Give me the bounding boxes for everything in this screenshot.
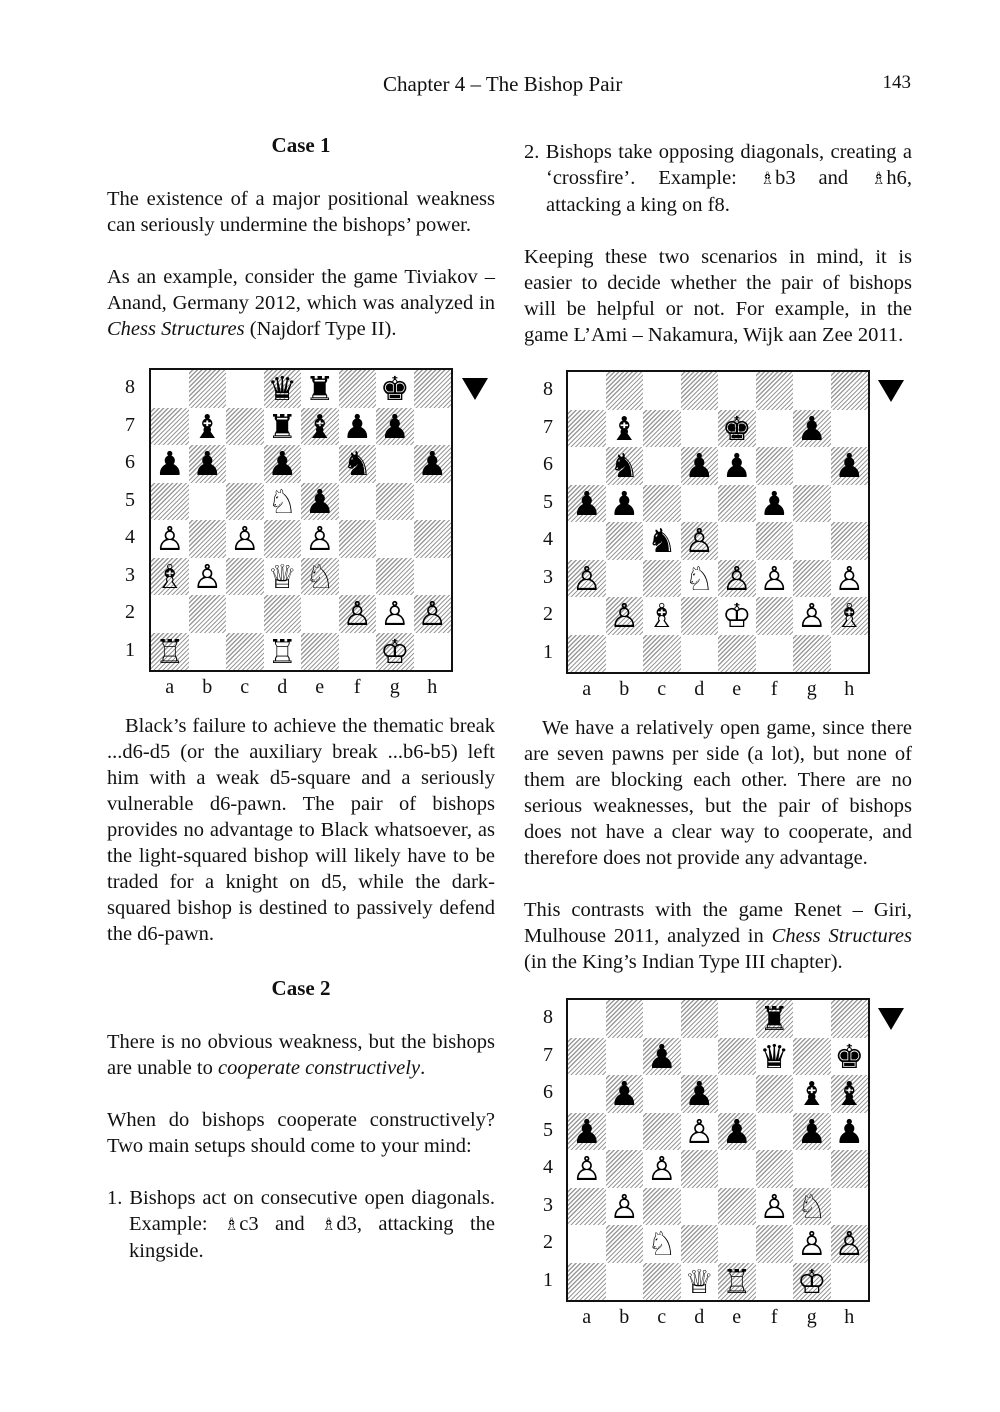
square-a8 xyxy=(568,372,606,410)
square-c5 xyxy=(643,485,681,523)
chess-piece-icon: ♟ xyxy=(684,446,715,485)
square-d7 xyxy=(681,1038,719,1076)
running-head xyxy=(0,72,1000,102)
square-a5 xyxy=(151,483,189,521)
chess-piece-icon: ♜ xyxy=(304,369,335,408)
chess-piece-icon: ♟ xyxy=(192,444,223,483)
chess-piece-icon: ♟ xyxy=(342,406,373,446)
left-column xyxy=(107,132,495,342)
chess-piece-icon: ♟ xyxy=(721,446,752,485)
square-e1 xyxy=(301,633,339,671)
rank-label: 6 xyxy=(125,451,135,473)
square-g6 xyxy=(793,447,831,485)
square-a2 xyxy=(568,597,606,635)
chess-piece-icon: ♙ xyxy=(417,594,448,633)
square-h8 xyxy=(831,1000,869,1038)
square-e1 xyxy=(718,635,756,673)
chess-piece-icon: ♙ xyxy=(304,519,335,558)
square-a6 xyxy=(568,1075,606,1113)
file-label: b xyxy=(202,676,213,698)
rank-label: 3 xyxy=(543,1193,553,1216)
rank-label: 1 xyxy=(125,638,135,661)
square-e6 xyxy=(301,445,339,483)
square-a1 xyxy=(568,1263,606,1301)
chess-piece-icon: ♙ xyxy=(646,1149,677,1188)
chess-piece-icon: ♚ xyxy=(379,369,410,408)
file-label: h xyxy=(844,678,855,700)
square-f4 xyxy=(756,522,794,560)
square-c8 xyxy=(643,1000,681,1038)
square-h4 xyxy=(831,1150,869,1188)
square-f1 xyxy=(756,1263,794,1301)
square-c6 xyxy=(226,445,264,483)
square-b5 xyxy=(606,1113,644,1151)
square-h8 xyxy=(414,370,452,408)
chess-piece-icon: ♟ xyxy=(834,1111,865,1151)
file-label: g xyxy=(806,678,817,700)
square-b1 xyxy=(189,633,227,671)
chess-piece-icon: ♟ xyxy=(609,483,640,523)
chess-piece-icon: ♙ xyxy=(759,1186,790,1226)
chess-piece-icon: ♞ xyxy=(342,444,373,483)
square-b7 xyxy=(606,1038,644,1076)
chess-piece-icon: ♝ xyxy=(192,406,223,446)
square-h5 xyxy=(414,483,452,521)
chess-piece-icon: ♜ xyxy=(267,406,298,446)
file-label: e xyxy=(732,678,742,700)
chess-piece-icon: ♕ xyxy=(267,556,298,596)
square-b8 xyxy=(606,372,644,410)
chess-piece-icon: ♙ xyxy=(342,594,373,633)
square-c3 xyxy=(643,560,681,598)
square-h1 xyxy=(831,635,869,673)
square-a2 xyxy=(151,595,189,633)
rank-label: 7 xyxy=(125,413,135,436)
chess-piece-icon: ♘ xyxy=(684,558,715,598)
chess-piece-icon: ♙ xyxy=(154,519,185,558)
chess-board xyxy=(566,370,870,674)
square-f1 xyxy=(339,633,377,671)
square-a1 xyxy=(568,635,606,673)
rank-label: 5 xyxy=(543,490,553,513)
chess-piece-icon: ♟ xyxy=(759,483,790,523)
bishop-figurine-icon: ♗ xyxy=(321,1215,337,1235)
chess-piece-icon: ♙ xyxy=(571,558,602,598)
square-b1 xyxy=(606,1263,644,1301)
square-d1 xyxy=(681,635,719,673)
square-h8 xyxy=(831,372,869,410)
square-e8 xyxy=(718,372,756,410)
square-b4 xyxy=(189,520,227,558)
page-number: 143 xyxy=(882,72,911,93)
rank-label: 7 xyxy=(543,415,553,438)
rank-label: 2 xyxy=(125,601,135,623)
square-f8 xyxy=(339,370,377,408)
file-label: f xyxy=(770,1306,778,1328)
file-label: e xyxy=(315,676,325,698)
chess-piece-icon: ♔ xyxy=(721,596,752,635)
chess-board xyxy=(566,998,870,1302)
chess-piece-icon: ♟ xyxy=(267,444,298,483)
chess-piece-icon: ♙ xyxy=(834,1224,865,1263)
square-e7 xyxy=(718,1038,756,1076)
left-column-lower xyxy=(107,713,495,1264)
square-a8 xyxy=(151,370,189,408)
chess-piece-icon: ♗ xyxy=(154,556,185,596)
square-a2 xyxy=(568,1225,606,1263)
square-c6 xyxy=(643,447,681,485)
right-column xyxy=(524,139,912,348)
square-f4 xyxy=(339,520,377,558)
square-e4 xyxy=(718,1150,756,1188)
square-c1 xyxy=(226,633,264,671)
square-b4 xyxy=(606,522,644,560)
square-d3 xyxy=(681,1188,719,1226)
rank-label: 5 xyxy=(543,1118,553,1141)
square-f7 xyxy=(756,410,794,448)
chess-piece-icon: ♟ xyxy=(609,1074,640,1113)
square-c5 xyxy=(643,1113,681,1151)
square-e3 xyxy=(718,1188,756,1226)
square-c7 xyxy=(226,408,264,446)
chess-piece-icon: ♟ xyxy=(834,446,865,485)
square-e2 xyxy=(301,595,339,633)
square-g1 xyxy=(793,635,831,673)
chess-piece-icon: ♔ xyxy=(796,1261,827,1301)
square-d4 xyxy=(681,1150,719,1188)
square-c3 xyxy=(643,1188,681,1226)
square-b2 xyxy=(189,595,227,633)
chess-piece-icon: ♛ xyxy=(759,1036,790,1076)
chess-board xyxy=(149,368,453,672)
chess-piece-icon: ♖ xyxy=(154,631,185,671)
square-b3 xyxy=(606,560,644,598)
chess-piece-icon: ♘ xyxy=(267,481,298,521)
square-f1 xyxy=(756,635,794,673)
chess-piece-icon: ♙ xyxy=(229,519,260,558)
square-b8 xyxy=(189,370,227,408)
rank-label: 6 xyxy=(543,1081,553,1103)
square-b4 xyxy=(606,1150,644,1188)
file-label: a xyxy=(582,678,592,700)
square-h4 xyxy=(414,520,452,558)
rank-label: 7 xyxy=(543,1043,553,1066)
rank-label: 5 xyxy=(125,488,135,511)
square-d8 xyxy=(681,372,719,410)
square-e2 xyxy=(718,1225,756,1263)
square-h4 xyxy=(831,522,869,560)
square-g4 xyxy=(376,520,414,558)
file-label: a xyxy=(165,676,175,698)
square-g7 xyxy=(793,1038,831,1076)
chess-piece-icon: ♝ xyxy=(609,408,640,448)
square-c2 xyxy=(226,595,264,633)
square-f3 xyxy=(339,558,377,596)
file-label: e xyxy=(732,1306,742,1328)
square-g3 xyxy=(376,558,414,596)
square-h1 xyxy=(831,1263,869,1301)
square-b8 xyxy=(606,1000,644,1038)
file-label: d xyxy=(694,1306,705,1328)
square-g8 xyxy=(793,1000,831,1038)
square-d2 xyxy=(264,595,302,633)
chess-piece-icon: ♕ xyxy=(684,1261,715,1301)
rank-label: 1 xyxy=(543,1268,553,1291)
file-label: f xyxy=(770,678,778,700)
file-label: b xyxy=(619,678,630,700)
chess-piece-icon: ♗ xyxy=(834,596,865,635)
square-d4 xyxy=(264,520,302,558)
square-a6 xyxy=(568,447,606,485)
case1-heading: Case 1 xyxy=(271,133,331,157)
square-g6 xyxy=(376,445,414,483)
chess-piece-icon: ♗ xyxy=(646,596,677,635)
rank-label: 4 xyxy=(543,528,553,550)
file-label: d xyxy=(694,678,705,700)
square-d2 xyxy=(681,1225,719,1263)
chess-piece-icon: ♟ xyxy=(417,444,448,483)
rank-label: 2 xyxy=(543,603,553,625)
square-a8 xyxy=(568,1000,606,1038)
paragraph-blacks-failure: Black’s failure to achieve the thematic break ...d6-d5 (or the auxiliary break ...b6-b5) left him with a weak d5-square and a seriously vulnerable d6-pawn. The pair of bishops provides no advantage to Black whatsoever, as the light-squared bishop will likely have to be traded for a knight on d5, while the dark-squared bishop is destined to passively defend the d6-pawn. xyxy=(107,715,495,945)
bishop-figurine-icon: ♗ xyxy=(871,169,887,189)
chess-piece-icon: ♟ xyxy=(571,1111,602,1151)
square-f4 xyxy=(756,1150,794,1188)
chess-piece-icon: ♙ xyxy=(834,558,865,598)
square-f2 xyxy=(756,597,794,635)
paragraph-weakness: The existence of a major positional weakness can seriously undermine the bishops’ power. xyxy=(107,188,495,236)
square-g5 xyxy=(376,483,414,521)
paragraph-no-weakness: There is no obvious weakness, but the bishops are unable to cooperate constructively. xyxy=(107,1031,495,1079)
case2-heading: Case 2 xyxy=(271,976,331,1000)
square-b5 xyxy=(189,483,227,521)
square-c8 xyxy=(643,372,681,410)
square-f2 xyxy=(756,1225,794,1263)
chess-piece-icon: ♟ xyxy=(721,1111,752,1151)
chess-piece-icon: ♝ xyxy=(834,1074,865,1113)
rank-label: 3 xyxy=(543,565,553,588)
black-to-move-triangle-icon xyxy=(878,380,904,402)
square-c6 xyxy=(643,1075,681,1113)
file-label: g xyxy=(806,1306,817,1328)
file-label: d xyxy=(277,676,288,698)
square-f6 xyxy=(756,1075,794,1113)
paragraph-open-game: We have a relatively open game, since there are seven pawns per side (a lot), but none of them are blocking each other. There are no serious weaknesses, but the pair of bishops does not have a clear way to cooperate, and therefore does not provide any advantage. xyxy=(524,717,912,869)
chess-piece-icon: ♙ xyxy=(684,521,715,560)
square-a7 xyxy=(151,408,189,446)
chess-piece-icon: ♛ xyxy=(267,369,298,408)
chess-piece-icon: ♟ xyxy=(646,1036,677,1076)
right-column-middle xyxy=(524,715,912,975)
chess-piece-icon: ♙ xyxy=(796,1224,827,1263)
rank-label: 6 xyxy=(543,453,553,475)
chess-piece-icon: ♙ xyxy=(721,558,752,598)
chess-piece-icon: ♞ xyxy=(646,521,677,560)
file-label: c xyxy=(657,678,667,700)
file-label: b xyxy=(619,1306,630,1328)
square-f8 xyxy=(756,372,794,410)
square-c7 xyxy=(643,410,681,448)
rank-label: 4 xyxy=(125,526,135,548)
chess-piece-icon: ♙ xyxy=(796,596,827,635)
square-g3 xyxy=(793,560,831,598)
file-label: g xyxy=(389,676,400,698)
square-g5 xyxy=(793,485,831,523)
file-label: h xyxy=(844,1306,855,1328)
chess-piece-icon: ♞ xyxy=(609,446,640,485)
chess-piece-icon: ♚ xyxy=(834,1036,865,1076)
square-c1 xyxy=(643,1263,681,1301)
chess-piece-icon: ♔ xyxy=(379,631,410,671)
chess-piece-icon: ♙ xyxy=(192,556,223,596)
chess-piece-icon: ♝ xyxy=(796,1074,827,1113)
square-h7 xyxy=(414,408,452,446)
square-g4 xyxy=(793,1150,831,1188)
square-h1 xyxy=(414,633,452,671)
bishop-figurine-icon: ♗ xyxy=(759,169,776,189)
chess-piece-icon: ♟ xyxy=(796,1111,827,1151)
file-label: a xyxy=(582,1306,592,1328)
rank-label: 8 xyxy=(543,1006,553,1028)
file-label: c xyxy=(240,676,250,698)
square-f5 xyxy=(756,1113,794,1151)
square-e6 xyxy=(718,1075,756,1113)
chess-piece-icon: ♟ xyxy=(796,408,827,448)
chess-piece-icon: ♘ xyxy=(304,556,335,596)
chess-piece-icon: ♖ xyxy=(721,1261,752,1301)
chess-piece-icon: ♟ xyxy=(571,483,602,523)
square-c8 xyxy=(226,370,264,408)
file-label: c xyxy=(657,1306,667,1328)
list-item-crossfire: 2. Bishops take opposing diagonals, creating a ‘crossfire’. Example: ♗b3 and ♗h6, attacking a king on f8. xyxy=(524,141,912,216)
square-c5 xyxy=(226,483,264,521)
paragraph-cooperate-question: When do bishops cooperate constructively? Two main setups should come to your mind: xyxy=(107,1109,495,1157)
square-e5 xyxy=(718,485,756,523)
square-a3 xyxy=(568,1188,606,1226)
chess-piece-icon: ♙ xyxy=(571,1149,602,1188)
chess-piece-icon: ♙ xyxy=(379,594,410,633)
square-b1 xyxy=(606,635,644,673)
square-a4 xyxy=(568,522,606,560)
square-a7 xyxy=(568,410,606,448)
rank-label: 8 xyxy=(125,376,135,398)
black-to-move-triangle-icon xyxy=(462,378,488,400)
rank-label: 8 xyxy=(543,378,553,400)
chess-piece-icon: ♙ xyxy=(759,558,790,598)
rank-label: 1 xyxy=(543,640,553,663)
square-f5 xyxy=(339,483,377,521)
square-d7 xyxy=(681,410,719,448)
chess-piece-icon: ♙ xyxy=(609,1186,640,1226)
square-d8 xyxy=(681,1000,719,1038)
chess-piece-icon: ♘ xyxy=(646,1224,677,1263)
chess-piece-icon: ♟ xyxy=(304,481,335,521)
chess-piece-icon: ♟ xyxy=(379,406,410,446)
chess-piece-icon: ♜ xyxy=(759,999,790,1038)
chess-piece-icon: ♖ xyxy=(267,631,298,671)
square-f6 xyxy=(756,447,794,485)
paragraph-example: As an example, consider the game Tiviakov – Anand, Germany 2012, which was analyzed in Chess Structures (Najdorf Type II). xyxy=(107,266,495,340)
square-e4 xyxy=(718,522,756,560)
rank-label: 3 xyxy=(125,563,135,586)
square-d2 xyxy=(681,597,719,635)
list-item-consecutive-diagonals: 1. Bishops act on consecutive open diagonals. Example: ♗c3 and ♗d3, attacking the kingside. xyxy=(107,1187,495,1262)
chess-piece-icon: ♝ xyxy=(304,406,335,446)
paragraph-contrast: This contrasts with the game Renet – Giri, Mulhouse 2011, analyzed in Chess Structures (in the King’s Indian Type III chapter). xyxy=(524,899,912,973)
paragraph-scenarios: Keeping these two scenarios in mind, it is easier to decide whether the pair of bishops will be helpful or not. For example, in the game L’Ami – Nakamura, Wijk aan Zee 2011. xyxy=(524,246,912,346)
square-h5 xyxy=(831,485,869,523)
bishop-figurine-icon: ♗ xyxy=(224,1215,240,1235)
chess-piece-icon: ♙ xyxy=(609,596,640,635)
chess-piece-icon: ♘ xyxy=(796,1186,827,1226)
square-c1 xyxy=(643,635,681,673)
file-label: h xyxy=(427,676,438,698)
black-to-move-triangle-icon xyxy=(878,1008,904,1030)
square-g4 xyxy=(793,522,831,560)
chess-piece-icon: ♚ xyxy=(721,408,752,448)
square-c3 xyxy=(226,558,264,596)
square-e8 xyxy=(718,1000,756,1038)
chess-piece-icon: ♟ xyxy=(154,444,185,483)
square-a7 xyxy=(568,1038,606,1076)
chapter-title: Chapter 4 – The Bishop Pair xyxy=(383,72,623,96)
square-h3 xyxy=(414,558,452,596)
square-b2 xyxy=(606,1225,644,1263)
square-g8 xyxy=(793,372,831,410)
square-h3 xyxy=(831,1188,869,1226)
chess-piece-icon: ♙ xyxy=(684,1111,715,1151)
square-d5 xyxy=(681,485,719,523)
chess-piece-icon: ♟ xyxy=(684,1074,715,1113)
square-h7 xyxy=(831,410,869,448)
file-label: f xyxy=(353,676,361,698)
rank-label: 4 xyxy=(543,1156,553,1178)
rank-label: 2 xyxy=(543,1231,553,1253)
